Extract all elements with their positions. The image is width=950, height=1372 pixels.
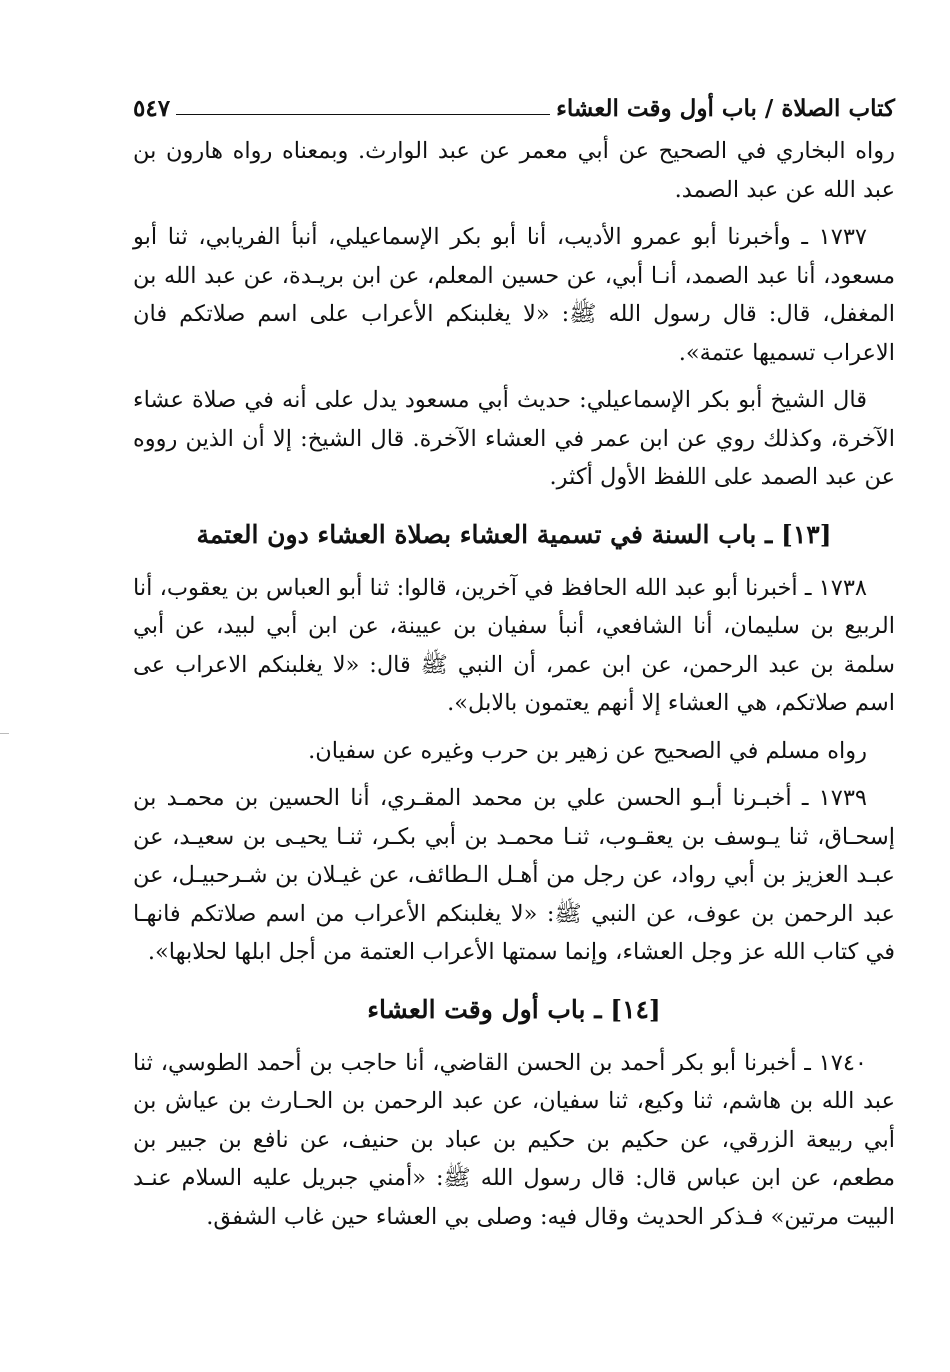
running-header-title: كتاب الصلاة / باب أول وقت العشاء	[556, 95, 895, 122]
header-rule	[176, 114, 550, 115]
paragraph: رواه البخاري في الصحيح عن أبي معمر عن عبد الوارث. وبمعناه رواه هارون بن عبد الله عن عبد الصمد.	[133, 138, 895, 203]
hadith-paragraph: ١٧٣٨ ـ أخبرنا أبو عبد الله الحافظ في آخرين، قالوا: ثنا أبو العباس بن يعقوب، أنا الربيع بن سليمان، أنا الشافعي، أنبأ سفيان بن عيينة، عن ابن أبي لبيد، عن أبي سلمة بن عبد الرحمن، عن ابن عمر، أن النبي ﷺ قال: «لا يغلبنكم الاعراب عى اسم صلاتكم، هي العشاء إلا أنهم يعتمون بالابل».	[133, 574, 895, 716]
page-number: ٥٤٧	[133, 95, 171, 122]
hadith-paragraph: ١٧٣٧ ـ وأخبرنا أبو عمرو الأديب، أنا أبو بكر الإسماعيلي، أنبأ الفريابي، ثنا أبو مسعود، أنا عبد الصمد، أنـا أبي، عن حسين المعلم، عن ابن بريـدة، عن عبد الله بن المغفل، قال: قال رسول الله ﷺ: «لا يغلبنكم الأعراب على اسم صلاتكم فان الاعراب تسميها عتمة».	[133, 224, 895, 366]
hadith-paragraph: ١٧٣٩ ـ أخبـرنا أبـو الحسن علي بن محمد المقـري، أنا الحسين بن محمـد بن إسحـاق، ثنا يـوسف بن يعقـوب، ثنـا محمـد بن أبي بكـر، ثنـا يحيـى بن سعيـد، عن عبـد العزيز بن أبي رواد، عن رجل من أهـل الـطائف، عن غيـلان بن شـرحبيـل، عن عبد الرحمن بن عوف، عن النبي ﷺ: «لا يغلبنكم الأعراب من اسم صلاتكم فانهـا في كتاب الله عز وجل العشاء، وإنما سمتها الأعراب العتمة من أجل ابلها لحلابها».	[133, 785, 895, 965]
chapter-heading: [١٤] ـ باب أول وقت العشاء	[367, 994, 661, 1024]
chapter-heading: [١٣] ـ باب السنة في تسمية العشاء بصلاة العشاء دون العتمة	[196, 519, 832, 549]
page-body	[133, 132, 895, 1236]
book-page	[133, 88, 895, 1245]
commentary-paragraph: قال الشيخ أبو بكر الإسماعيلي: حديث أبي مسعود يدل على أنه في صلاة عشاء الآخرة، وكذلك روي عن ابن عمر في العشاء الآخرة. قال الشيخ: إلا أن الذين رووه عن عبد الصمد على اللفظ الأول أكثر.	[133, 387, 895, 490]
hadith-paragraph: ١٧٤٠ ـ أخبرنا أبو بكر أحمد بن الحسن القاضي، أنا حاجب بن أحمد الطوسي، ثنا عبد الله بن هاشم، ثنا وكيع، ثنا سفيان، عن عبد الرحمن بن الحـارث بن عياش بن أبي ربيعة الزرقي، عن حكيم بن حكيم بن عباد بن حنيف، عن نافع بن جبير بن مطعم، عن ابن عباس قال: قال رسول الله ﷺ: «أمني جبريل عليه السلام عنـد البيت مرتين» فـذكر الحديث وقال فيه: وصلى بي العشاء حين غاب الشفق.	[133, 1049, 895, 1230]
narration-note-paragraph: رواه مسلم في الصحيح عن زهير بن حرب وغيره عن سفيان.	[308, 737, 867, 764]
running-header	[133, 88, 895, 122]
margin-tick	[0, 733, 9, 734]
